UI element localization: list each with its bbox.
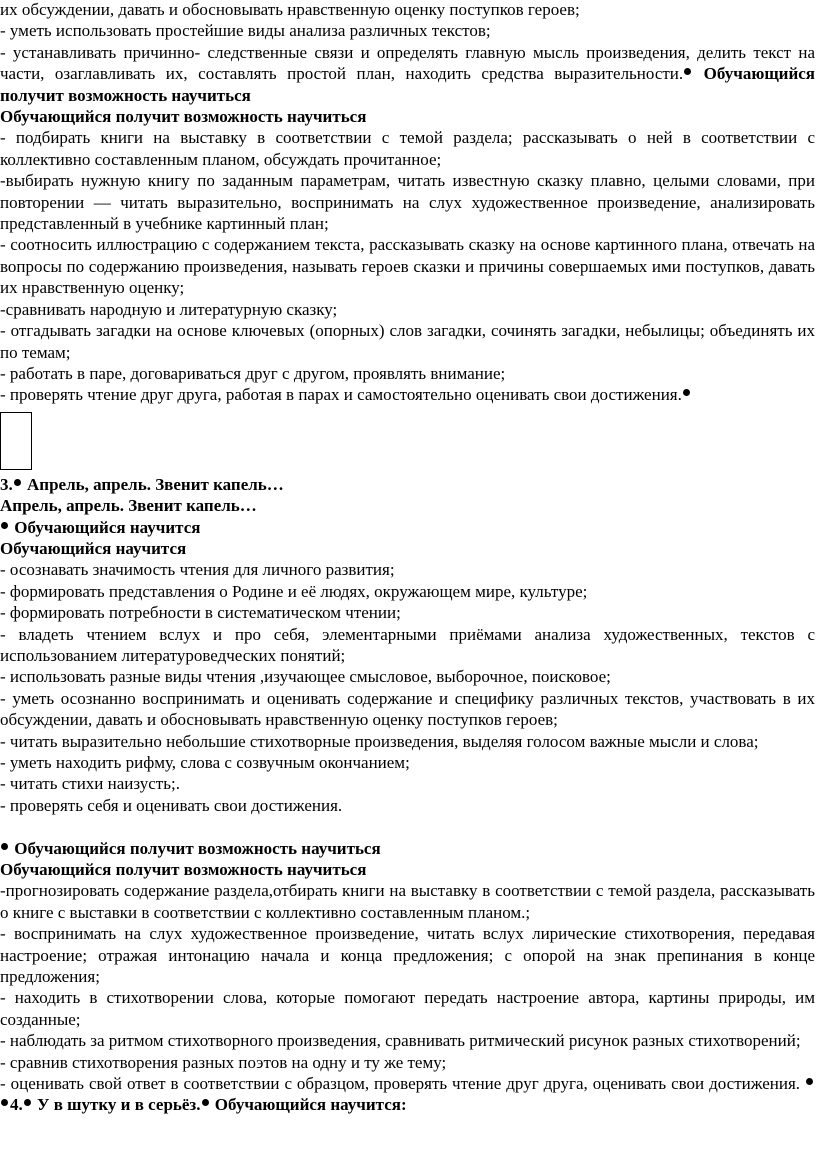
- heading-text: Обучающийся научится: [10, 517, 201, 537]
- section-heading: [0, 838, 816, 859]
- blank-line: [0, 816, 816, 837]
- text-line: - уметь находить рифму, слова с созвучным окончанием;: [0, 753, 410, 772]
- text-paragraph: - владеть чтением вслух и про себя, элементарными приёмами анализа художественных, текстов с использованием литературоведческих понятий;: [0, 624, 815, 665]
- heading-text: Обучающийся получит возможность научиться: [10, 838, 381, 858]
- bullet-icon: [202, 1099, 209, 1106]
- text-paragraph: [0, 42, 816, 106]
- text-line: - уметь использовать простейшие виды анализа различных текстов;: [0, 21, 491, 41]
- text-line: - осознавать значимость чтения для личного развития;: [0, 560, 395, 580]
- text-paragraph: -выбирать нужную книгу по заданным параметрам, читать известную сказку плавно, целыми словами, при повторении — читать выразительно, воспринимать на слух художественное произведение, анализировать представленный в учебнике картинный план;: [0, 171, 815, 234]
- text-line: - сравнив стихотворения разных поэтов на одну и ту же тему;: [0, 1052, 447, 1072]
- text-paragraph: - читать выразительно небольшие стихотворные произведения, выделяя голосом важные мысли и слова;: [0, 731, 759, 751]
- text-paragraph: - воспринимать на слух художественное произведение, читать вслух лирические стихотворения, передавая настроение; отражая интонацию начала и конца предложения; с опорой на знак препинания в конце предложения;: [0, 924, 815, 987]
- section-number: 4.: [10, 1095, 23, 1115]
- bullet-icon: [683, 389, 690, 396]
- bold-heading-run: Обучающийся получит возможность научиться: [0, 64, 815, 105]
- section-heading: [0, 474, 816, 495]
- image-placeholder: [0, 412, 32, 470]
- bullet-icon: [1, 843, 8, 850]
- heading-text: Обучающийся научится:: [210, 1095, 407, 1115]
- text-line: - формировать потребности в систематическом чтении;: [0, 603, 401, 623]
- text-line: - формировать представления о Родине и её людях, окружающем мире, культуре;: [0, 581, 588, 601]
- text-line: их обсуждении, давать и обосновывать нравственную оценку поступков героев;: [0, 0, 580, 19]
- text-paragraph: [0, 384, 816, 405]
- bullet-icon: [684, 68, 691, 75]
- section-title: Апрель, апрель. Звенит капель…: [22, 474, 284, 494]
- text-run: - проверять чтение друг друга, работая в парах и самостоятельно оценивать свои достижения.: [0, 385, 682, 405]
- text-line: -сравнивать народную и литературную сказку;: [0, 299, 338, 319]
- section-heading: Обучающийся получит возможность научиться: [0, 107, 367, 127]
- text-paragraph: -прогнозировать содержание раздела,отбирать книги на выставку в соответствии с темой раздела, рассказывать о книге с выставки в соответствии с коллективно составленным планом.;: [0, 881, 815, 922]
- bullet-icon: [1, 522, 8, 529]
- text-run: - оценивать свой ответ в соответствии с образцом, проверять чтение друг друга, оценивать свои достижения.: [0, 1074, 805, 1094]
- text-run: - устанавливать причинно- следственные связи и определять главную мысль произведения, делить текст на части, озаглавливать их, составлять простой план, находить средства выразительности.: [0, 42, 815, 84]
- text-paragraph: - находить в стихотворении слова, которые помогают передать настроение автора, картины природы, им созданные;: [0, 988, 815, 1029]
- text-line: - использовать разные виды чтения ,изучающее смысловое, выборочное, поисковое;: [0, 667, 611, 687]
- bullet-icon: [24, 1099, 31, 1106]
- text-paragraph: - подбирать книги на выставку в соответствии с темой раздела; рассказывать о ней в соответствии с коллективно составленным планом, обсуждать прочитанное;: [0, 128, 815, 169]
- text-line: - проверять себя и оценивать свои достижения.: [0, 795, 343, 815]
- section-number: 3.: [0, 474, 13, 494]
- section-heading: Обучающийся получит возможность научиться: [0, 860, 367, 880]
- section-heading: Обучающийся научится: [0, 538, 187, 558]
- text-paragraph: - соотносить иллюстрацию с содержанием текста, рассказывать сказку на основе картинного плана, отвечать на вопросы по содержанию произведения, называть героев сказки и причины совершаемых ими поступков, давать их нравственную оценку;: [0, 235, 815, 298]
- text-paragraph: - наблюдать за ритмом стихотворного произведения, сравнивать ритмический рисунок разных стихотворений;: [0, 1031, 801, 1051]
- bullet-icon: [806, 1078, 813, 1085]
- bullet-icon: [14, 479, 21, 486]
- text-paragraph: - уметь осознанно воспринимать и оценивать содержание и специфику различных текстов, участвовать в их обсуждении, давать и обосновывать нравственную оценку поступков героев;: [0, 688, 815, 730]
- bullet-icon: [1, 1099, 8, 1106]
- text-paragraph: [0, 1073, 816, 1116]
- section-heading: [0, 517, 816, 538]
- section-title: У в шутку и в серьёз.: [32, 1095, 201, 1115]
- text-line: - читать стихи наизусть;.: [0, 774, 180, 794]
- text-line: - работать в паре, договариваться друг с другом, проявлять внимание;: [0, 363, 506, 383]
- section-heading: Апрель, апрель. Звенит капель…: [0, 496, 257, 516]
- text-paragraph: - отгадывать загадки на основе ключевых (опорных) слов загадки, сочинять загадки, небылицы; объединять их по темам;: [0, 321, 815, 362]
